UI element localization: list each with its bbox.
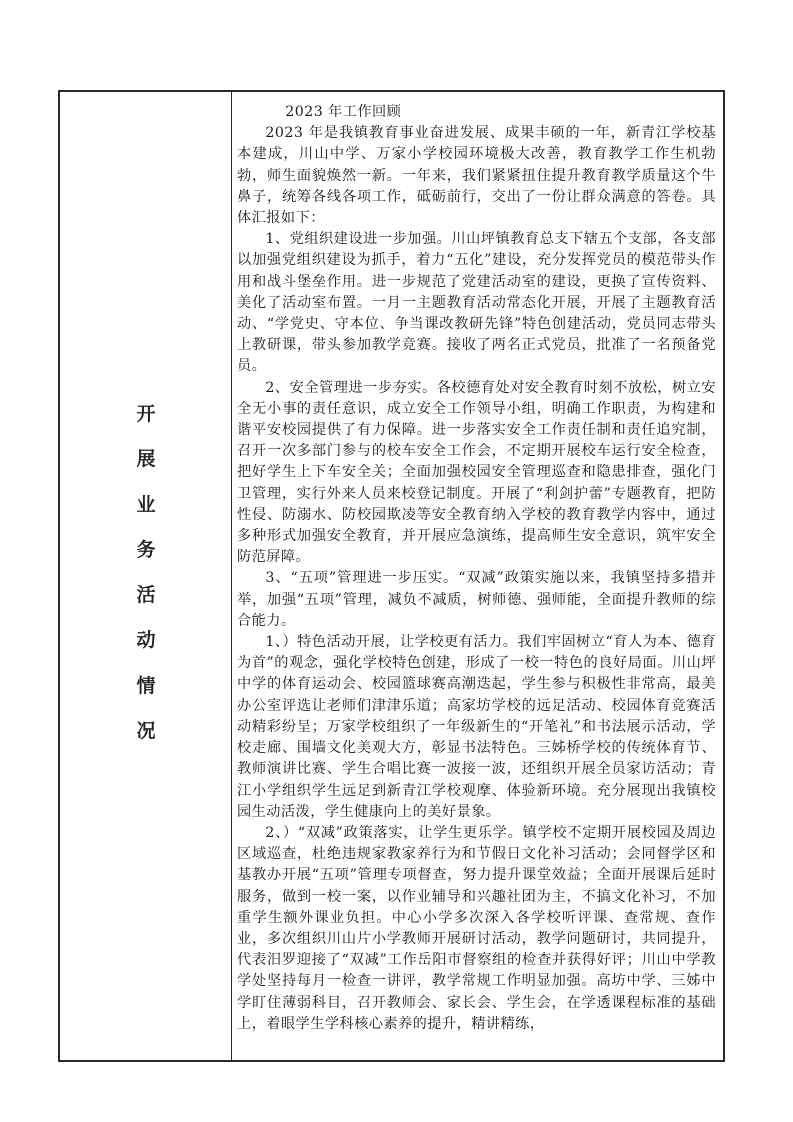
label-char: 务 (136, 538, 156, 561)
column-divider (231, 92, 232, 1060)
activities-paragraph: 1、）特色活动开展，让学校更有活力。我们牢固树立“育人为本、德育为首”的观念，强化学校特色创建，形成了一校一特色的良好局面。川山坪中学的体育运动会、校园篮球赛高潮迭起，学生参与积极性非常高，最美办公室评选让老师们津津乐道；高家坊学校的远足活动、校园体育竞赛活动精彩纷呈；万家学校组织了一年级新生的“开笔礼”和书法展示活动，学校走廊、围墙文化美观大方，彰显书法特色。三姊桥学校的传统体育节、教师演讲比赛、学生合唱比赛一波接一波，还组织开展全员家访活动；青江小学组织学生远足到新青江学校观摩、体验新环境。充分展现出我镇校园生动活泼，学生健康向上的美好景象。 (237, 634, 716, 820)
section-label (122, 404, 170, 766)
label-char: 开 (136, 403, 156, 425)
label-char: 情 (136, 674, 156, 697)
label-char: 动 (136, 629, 156, 652)
intro-paragraph: 2023 年是我镇教育事业奋进发展、成果丰硕的一年，新青江学校基本建成，川山中学、万家小学校园环境极大改善，教育教学工作生机勃勃，师生面貌焕然一新。一年来，我们紧紧扭住提升教育教学质量这个牛鼻子，统筹各线各项工作，砥砺前行，交出了一份让群众满意的答卷。具体汇报如下： (237, 125, 716, 227)
report-content (237, 102, 716, 1035)
label-char: 况 (136, 720, 156, 743)
report-title: 2023 年工作回顾 (285, 104, 402, 120)
label-char: 展 (136, 448, 156, 471)
form-frame (58, 90, 725, 1062)
label-char: 活 (136, 584, 156, 607)
five-items-paragraph: 3、“五项”管理进一步压实。“双减”政策实施以来，我镇坚持多措并举，加强“五项”管理，减负不减质，树师德、强师能，全面提升教师的综合能力。 (237, 570, 716, 629)
party-building-paragraph: 1、党组织建设进一步加强。川山坪镇教育总支下辖五个支部，各支部以加强党组织建设为抓手，着力“五化”建设，充分发挥党员的模范带头作用和战斗堡垒作用。进一步规范了党建活动室的建设，更换了宣传资料、美化了活动室布置。一月一主题教育活动常态化开展，开展了主题教育活动、“学党史、守本位、争当课改教研先锋”特色创建活动，党员同志带头上教研课，带头参加教学竞赛。接收了两名正式党员，批准了一名预备党员。 (237, 231, 716, 375)
label-column (60, 92, 231, 1060)
label-char: 业 (136, 493, 156, 516)
double-reduction-paragraph: 2、）“双减”政策落实，让学生更乐学。镇学校不定期开展校园及周边区域巡查，杜绝违规家教家养行为和节假日文化补习活动；会同督学区和基教办开展“五项”管理专项督查，努力提升课堂效益；全面开展课后延时服务，做到一校一案，以作业辅导和兴趣社团为主，不搞文化补习，不加重学生额外课业负担。中心小学多次深入各学校听评课、查常规、查作业，多次组织川山片小学教师开展研讨活动，教学问题研讨，共同提升，代表汨罗迎接了“双减”工作岳阳市督察组的检查并获得好评；川山中学教学处坚持每月一检查一讲评，教学常规工作明显加强。高坊中学、三姊中学盯住薄弱科目，召开教师会、家长会、学生会，在学透课程标准的基础上，着眼学生学科核心素养的提升，精讲精练， (237, 824, 716, 1032)
safety-paragraph: 2、安全管理进一步夯实。各校德育处对安全教育时刻不放松，树立安全无小事的责任意识，成立安全工作领导小组，明确工作职责，为构建和谐平安校园提供了有力保障。进一步落实安全工作责任制和责任追究制，召开一次多部门参与的校车安全工作会，不定期开展校车运行安全检查，把好学生上下车安全关；全面加强校园安全管理巡查和隐患排查，强化门卫管理，实行外来人员来校登记制度。开展了“利剑护蕾”专题教育，把防性侵、防溺水、防校园欺凌等安全教育纳入学校的教育教学内容中，通过多种形式加强安全教育，并开展应急演练，提高师生安全意识，筑牢安全防范屏障。 (237, 379, 716, 566)
